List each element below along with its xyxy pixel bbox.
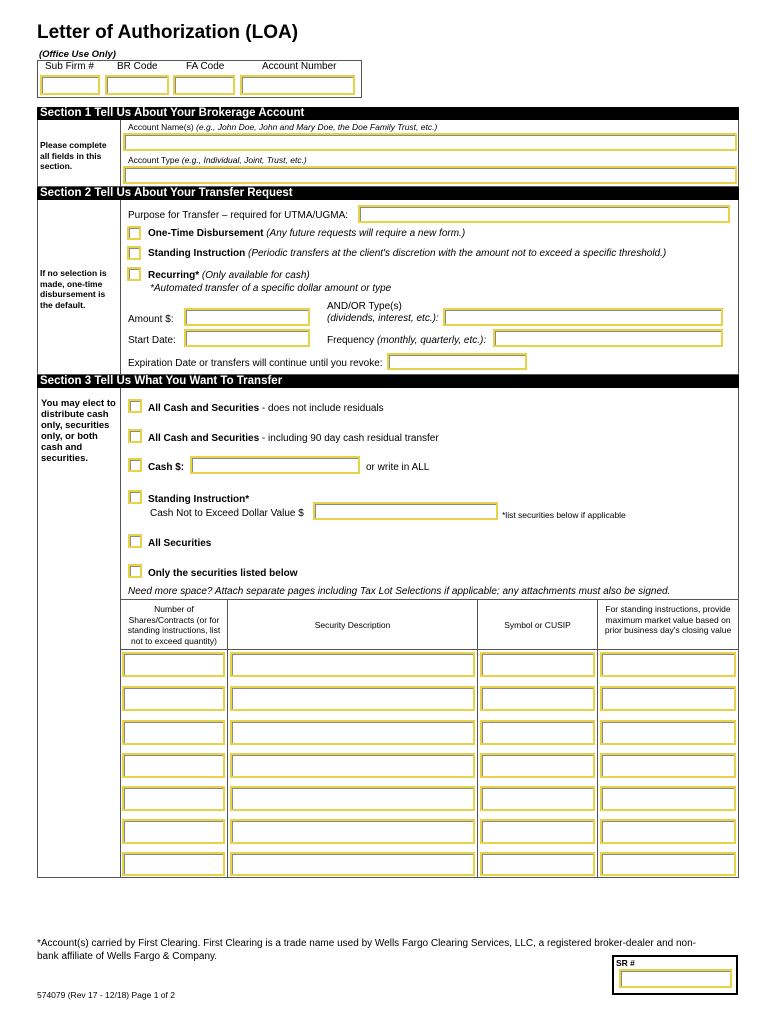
symbol-field[interactable] <box>480 819 595 844</box>
andor-label: AND/OR Type(s) <box>327 301 402 312</box>
section-2-heading: Section 2 Tell Us About Your Transfer Request <box>37 187 739 200</box>
symbol-field[interactable] <box>480 686 595 711</box>
expiration-field[interactable] <box>387 353 527 370</box>
description-field[interactable] <box>230 852 475 876</box>
standing-value-field[interactable] <box>313 502 498 520</box>
symbol-field[interactable] <box>480 786 595 811</box>
description-field[interactable] <box>230 720 475 745</box>
recurring-label: Recurring* (Only available for cash) <box>148 270 310 281</box>
account-names-label: Account Name(s) (e.g., John Doe, John and Mary Doe, the Doe Family Trust, etc.) <box>128 122 438 132</box>
footer-disclosure: *Account(s) carried by First Clearing. First Clearing is a trade name used by Wells Fargo Clearing Services, LLC, a registered broker-dealer and non-bank affiliate of Wells Fargo & Company. <box>37 938 696 962</box>
max-value-field[interactable] <box>600 819 736 844</box>
quantity-field[interactable] <box>122 852 225 876</box>
account-type-label: Account Type (e.g., Individual, Joint, Trust, etc.) <box>128 155 307 165</box>
office-use-caption: (Office Use Only) <box>39 49 116 60</box>
section-1-side-note: Please complete all fields in this section. <box>40 140 107 171</box>
account-number-field[interactable] <box>240 75 355 95</box>
all-securities-checkbox[interactable] <box>128 534 142 548</box>
sub-firm-field[interactable] <box>40 75 100 95</box>
fa-code-label: FA Code <box>186 61 225 72</box>
standing-note: *list securities below if applicable <box>502 510 626 520</box>
andor-hint: (dividends, interest, etc.): <box>327 313 439 324</box>
frequency-label: Frequency (monthly, quarterly, etc.): <box>327 335 487 346</box>
quantity-field[interactable] <box>122 686 225 711</box>
max-value-field[interactable] <box>600 753 736 778</box>
only-listed-checkbox[interactable] <box>128 564 142 578</box>
section-3-divider <box>120 388 121 599</box>
cash-label: Cash $: <box>148 462 185 473</box>
standing-instruction-sub: Cash Not to Exceed Dollar Value $ <box>150 508 304 519</box>
standing-checkbox[interactable] <box>127 246 141 260</box>
max-value-field[interactable] <box>600 852 736 876</box>
account-names-field[interactable] <box>123 133 737 151</box>
one-time-checkbox[interactable] <box>127 226 141 240</box>
all-securities-label: All Securities <box>148 538 212 549</box>
symbol-field[interactable] <box>480 753 595 778</box>
col-header-max-value: For standing instructions, provide maximum market value based on prior business day's closing value <box>604 604 732 635</box>
account-type-field[interactable] <box>123 166 737 184</box>
cash-hint: or write in ALL <box>366 462 430 473</box>
symbol-field[interactable] <box>480 652 595 677</box>
all-cash-securities-90-label: All Cash and Securities - including 90 day cash residual transfer <box>148 433 439 444</box>
br-code-label: BR Code <box>117 61 158 72</box>
amount-field[interactable] <box>184 308 310 326</box>
purpose-label: Purpose for Transfer – required for UTMA/UGMA: <box>128 210 349 221</box>
max-value-field[interactable] <box>600 652 736 677</box>
start-date-field[interactable] <box>184 329 310 347</box>
table-header-divider <box>120 649 739 650</box>
fa-code-field[interactable] <box>173 75 235 95</box>
max-value-field[interactable] <box>600 720 736 745</box>
cash-amount-field[interactable] <box>190 456 360 474</box>
table-col-divider <box>227 599 228 878</box>
recurring-note: *Automated transfer of a specific dollar amount or type <box>150 283 392 294</box>
standing-instruction-checkbox[interactable] <box>128 490 142 504</box>
standing-label: Standing Instruction (Periodic transfers at the client's discretion with the amount not to exceed a specific threshold.) <box>148 248 667 259</box>
description-field[interactable] <box>230 686 475 711</box>
section-2-side-note: If no selection is made, one-time disbursement is the default. <box>40 268 107 310</box>
types-field[interactable] <box>443 308 723 326</box>
amount-label: Amount $: <box>128 314 174 325</box>
one-time-label: One-Time Disbursement (Any future requests will require a new form.) <box>148 228 466 239</box>
max-value-field[interactable] <box>600 686 736 711</box>
symbol-field[interactable] <box>480 720 595 745</box>
sub-firm-label: Sub Firm # <box>45 61 94 72</box>
symbol-field[interactable] <box>480 852 595 876</box>
description-field[interactable] <box>230 652 475 677</box>
expiration-label: Expiration Date or transfers will continue until you revoke: <box>128 358 383 369</box>
col-header-quantity: Number of Shares/Contracts (or for standing instructions, list not to exceed quantity) <box>127 604 221 646</box>
col-header-description: Security Description <box>314 620 391 630</box>
start-date-label: Start Date: <box>128 335 176 346</box>
description-field[interactable] <box>230 786 475 811</box>
sr-field[interactable] <box>619 969 732 988</box>
quantity-field[interactable] <box>122 786 225 811</box>
section-1-heading: Section 1 Tell Us About Your Brokerage Account <box>37 107 739 120</box>
all-cash-securities-label: All Cash and Securities - does not include residuals <box>148 403 384 414</box>
quantity-field[interactable] <box>122 819 225 844</box>
sr-label: SR # <box>616 958 635 968</box>
all-cash-securities-90-checkbox[interactable] <box>128 429 142 443</box>
frequency-field[interactable] <box>493 329 723 347</box>
form-id: 574079 (Rev 17 - 12/18) Page 1 of 2 <box>37 990 175 1000</box>
table-col-divider <box>597 599 598 878</box>
col-header-symbol: Symbol or CUSIP <box>504 620 571 630</box>
all-cash-securities-checkbox[interactable] <box>128 399 142 413</box>
recurring-checkbox[interactable] <box>127 267 141 281</box>
more-space-note: Need more space? Attach separate pages including Tax Lot Selections if applicable; any attachments must also be signed. <box>128 586 671 597</box>
description-field[interactable] <box>230 819 475 844</box>
page-title: Letter of Authorization (LOA) <box>37 22 299 43</box>
section-2-divider <box>120 200 121 375</box>
max-value-field[interactable] <box>600 786 736 811</box>
only-listed-label: Only the securities listed below <box>148 568 298 579</box>
purpose-field[interactable] <box>358 205 730 223</box>
quantity-field[interactable] <box>122 753 225 778</box>
quantity-field[interactable] <box>122 652 225 677</box>
table-col-divider <box>477 599 478 878</box>
standing-instruction-label: Standing Instruction* <box>148 494 250 505</box>
cash-checkbox[interactable] <box>128 458 142 472</box>
br-code-field[interactable] <box>105 75 169 95</box>
account-number-label: Account Number <box>262 61 337 72</box>
section-3-heading: Section 3 Tell Us What You Want To Transfer <box>37 375 739 388</box>
quantity-field[interactable] <box>122 720 225 745</box>
description-field[interactable] <box>230 753 475 778</box>
section-3-side-note: You may elect to distribute cash only, securities only, or both cash and securities. <box>41 398 116 464</box>
section-1-divider <box>120 120 121 187</box>
